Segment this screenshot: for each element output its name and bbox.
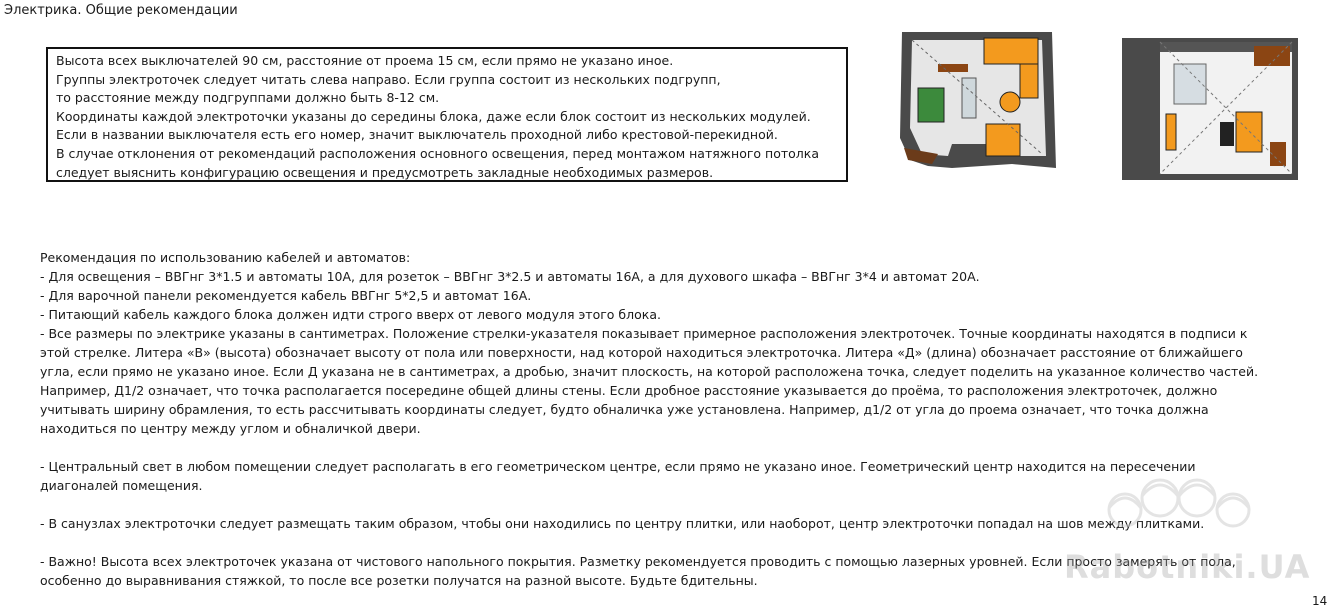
box-line: Координаты каждой электроточки указаны до середины блока, даже если блок состоит из нескольких модулей. (56, 108, 811, 124)
watermark-text: Rabotniki.UA (1064, 548, 1311, 586)
height-line: особенно до выравнивания стяжкой, то после все розетки получатся на разной высоте. Будьте бдительны. (40, 573, 758, 588)
page-number: 14 (1312, 594, 1328, 608)
recommendations-box (46, 47, 848, 182)
dimensions-line: - Все размеры по электрике указаны в сантиметрах. Положение стрелки-указателя показывает примерное расположения электроточек. Точные координаты находятся в подписи к (40, 326, 1248, 341)
page-title: Электрика. Общие рекомендации (4, 3, 238, 18)
box-line: следует выяснить конфигурацию освещения и предусмотреть закладные необходимых размеров. (56, 164, 714, 180)
box-line: то расстояние между подгруппами должно быть 8-12 см. (56, 90, 440, 106)
dimensions-line: Например, Д1/2 означает, что точка располагается посередине общей длины стены. Если дробное расстояние указывается до проёма, то расположения электроточек, должно (40, 383, 1218, 398)
floor-plan-3d-left (892, 28, 1064, 178)
box-line: В случае отклонения от рекомендаций расположения основного освещения, перед монтажом натяжного потолка (56, 145, 819, 161)
box-line: Если в названии выключателя есть его номер, значит выключатель проходной либо крестовой-перекидной. (56, 127, 778, 143)
box-line: Группы электроточек следует читать слева направо. Если группа состоит из нескольких подгрупп, (56, 71, 721, 87)
center-light-line: - Центральный свет в любом помещении следует располагать в его геометрическом центре, если прямо не указано иное. Геометрический центр находится на пересечении (40, 459, 1196, 474)
cables-heading: Рекомендация по использованию кабелей и автоматов: (40, 250, 411, 265)
cables-line: - Для освещения – ВВГнг 3*1.5 и автоматы 10А, для розеток – ВВГнг 3*2.5 и автоматы 16А, а для духового шкафа – ВВГнг 3*4 и автомат 20А. (40, 269, 980, 284)
dimensions-line: находиться по центру между углом и обналичкой двери. (40, 421, 421, 436)
height-line: - Важно! Высота всех электроточек указана от чистового напольного покрытия. Разметку рекомендуется проводить с помощью лазерных уровней. Если просто замерять от пола, (40, 554, 1236, 569)
center-light-line: диагоналей помещения. (40, 478, 203, 493)
cables-line: - Питающий кабель каждого блока должен идти строго вверх от левого модуля этого блока. (40, 307, 661, 322)
dimensions-line: угла, если прямо не указано иное. Если Д указана не в сантиметрах, а дробью, значит плоскость, на которой расположена точка, следует поделить на указанное количество частей. (40, 364, 1259, 379)
box-line: Высота всех выключателей 90 см, расстояние от проема 15 см, если прямо не указано иное. (56, 53, 674, 68)
watermark-workers-icon (1105, 470, 1255, 550)
dimensions-line: этой стрелке. Литера «В» (высота) обозначает высоту от пола или поверхности, над которой находиться электроточка. Литера «Д» (длина) обозначает расстояние от ближайшего (40, 345, 1243, 360)
bathroom-line: - В санузлах электроточки следует размещать таким образом, чтобы они находились по центру плитки, или наоборот, центр электроточки попадал на шов между плитками. (40, 516, 1205, 531)
cables-line: - Для варочной панели рекомендуется кабель ВВГнг 5*2,5 и автомат 16А. (40, 288, 532, 303)
floor-plan-3d-right (1120, 34, 1302, 184)
dimensions-line: учитывать ширину обрамления, то есть рассчитывать координаты следует, будто обналичка уже установлена. Например, д1/2 от угла до проема означает, что точка должна (40, 402, 1209, 417)
